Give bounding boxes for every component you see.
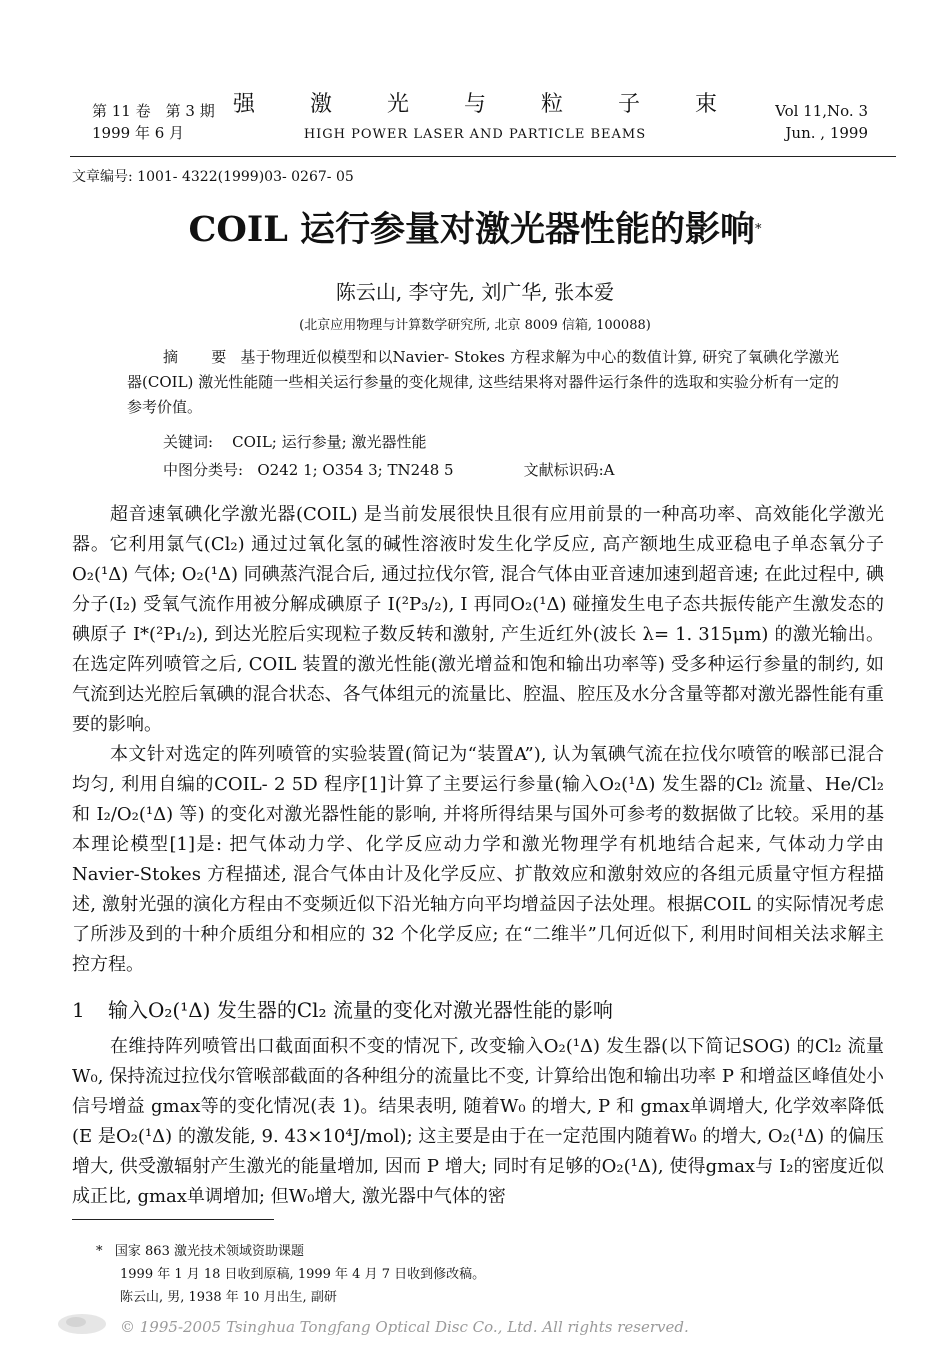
footnote-received: 1999 年 1 月 18 日收到原稿, 1999 年 4 月 7 日收到修改稿。 [120,1267,486,1282]
classification-label: 中图分类号: [163,461,244,479]
title-footnote-mark: * [755,222,762,237]
header-month: Jun. , 1999 [785,124,868,142]
introduction [72,500,884,980]
classification-code: O242 1; O354 3; TN248 5 [257,461,454,479]
keywords [163,431,426,452]
copyright-notice: © 1995-2005 Tsinghua Tongfang Optical Disc Co., Ltd. All rights reserved. [120,1318,689,1336]
footnote-mark: * [96,1244,103,1259]
paper-title [0,206,950,254]
body-paragraph-2: 本文针对选定的阵列喷管的实验装置(简记为“装置A”), 认为氧碘气流在拉伐尔喷管的喉部已混合均匀, 利用自编的COIL- 2 5D 程序[1]计算了主要运行参量(输入O₂(¹Δ) 发生器的Cl₂ 流量、He/Cl₂ 和 I₂/O₂(¹Δ) 等) 的变化对激光器性能的影响, 并将所得结果与国外可参考的数据做了比较。采用的基本理论模型[1]是: 把气体动力学、化学反应动力学和激光物理学有机地结合起来, 气体动力学由Navier-Stokes 方程描述, 混合气体由计及化学反应、扩散效应和激射效应的各组元质量守恒方程描述, 激射光强的演化方程由不变频近似下沿光轴方向平均增益因子法处理。根据COIL 的实际情况考虑了所涉及到的十种介质组分和相应的 32 个化学反应; 在“二维半”几何近似下, 利用时间相关法求解主控方程。 [72,744,884,975]
header-volume: Vol 11,No. 3 [775,102,868,120]
section-heading-1 [72,994,613,1023]
authors: 陈云山, 李守先, 刘广华, 张本爱 [335,280,615,304]
header-issue: 第 11 卷 第 3 期 [92,102,215,120]
paper-title-text: COIL 运行参量对激光器性能的影响 [188,209,755,250]
footnote-author-bio: 陈云山, 男, 1938 年 10 月出生, 副研 [120,1290,337,1305]
article-number: 文章编号: 1001- 4322(1999)03- 0267- 05 [72,169,354,185]
journal-title-cn: 强 激 光 与 粒 子 束 [233,92,741,117]
keywords-text: COIL; 运行参量; 激光器性能 [232,433,427,451]
header-divider [70,156,896,157]
document-code-label: 文献标识码: [523,461,604,479]
section-number: 1 [72,998,85,1022]
header-volume-block [775,100,868,144]
body-paragraph-1: 超音速氧碘化学激光器(COIL) 是当前发展很快且很有应用前景的一种高功率、高效能化学激光器。它利用氯气(Cl₂) 通过过氧化氢的碱性溶液时发生化学反应, 高产额地生成亚稳电子单态氧分子O₂(¹Δ) 气体; O₂(¹Δ) 同碘蒸汽混合后, 通过拉伐尔管, 混合气体由亚音速加速到超音速; 在此过程中, 碘分子(I₂) 受氧气流作用被分解成碘原子 I(²P₃/₂), I 再同O₂(¹Δ) 碰撞发生电子态共振传能产生激发态的碘原子 I*(²P₁/₂), 到达光腔后实现粒子数反转和激射, 产生近红外(波长 λ= 1. 315μm) 的激光输出。在选定阵列喷管之后, COIL 装置的激光性能(激光增益和饱和输出功率等) 受多种运行参量的制约, 如气流到达光腔后氧碘的混合状态、各气体组元的流量比、腔温、腔压及水分含量等都对激光器性能有重要的影响。 [72,504,884,735]
section-1-paragraph: 在维持阵列喷管出口截面面积不变的情况下, 改变输入O₂(¹Δ) 发生器(以下简记SOG) 的Cl₂ 流量W₀, 保持流过拉伐尔管喉部截面的各种组分的流量比不变, 计算给出饱和输出功率 P 和增益区峰值处小信号增益 gmax等的变化情况(表 1)。结果表明, 随着W₀ 的增大, P 和 gmax单调增大, 化学效率降低(E 是O₂(¹Δ) 的激发能, 9. 43×10⁴J/mol); 这主要是由于在一定范围内随着W₀ 的增大, O₂(¹Δ) 的偏压增大, 供受激辐射产生激光的能量增加, 因而 P 增大; 同时有足够的O₂(¹Δ), 使得gmax与 I₂的密度近似成正比, gmax单调增加; 但W₀增大, 激光器中气体的密 [72,1036,884,1207]
footnotes [96,1240,485,1309]
classification [163,459,614,480]
footnote-divider [72,1219,274,1220]
header-date: 1999 年 6 月 [92,124,185,142]
footnote-fund-text: 国家 863 激光技术领域资助课题 [114,1244,304,1259]
section-title: 输入O₂(¹Δ) 发生器的Cl₂ 流量的变化对激光器性能的影响 [108,998,613,1022]
footnote-fund [96,1240,485,1263]
document-code: A [603,461,615,479]
journal-title-en: HIGH POWER LASER AND PARTICLE BEAMS [303,127,647,142]
keywords-label: 关键词: [163,433,214,451]
abstract-text: 基于物理近似模型和以Navier- Stokes 方程求解为中心的数值计算, 研究了氧碘化学激光器(COIL) 激光性能随一些相关运行参量的变化规律, 这些结果将对器件运行条件的选取和实验分析有一定的参考价值。 [127,348,839,416]
abstract-label: 摘 要 [163,348,241,366]
abstract [127,345,839,420]
section-1-body [72,1032,884,1212]
affiliation: (北京应用物理与计算数学研究所, 北京 8009 信箱, 100088) [299,318,651,333]
publisher-logo-icon [56,1312,108,1336]
